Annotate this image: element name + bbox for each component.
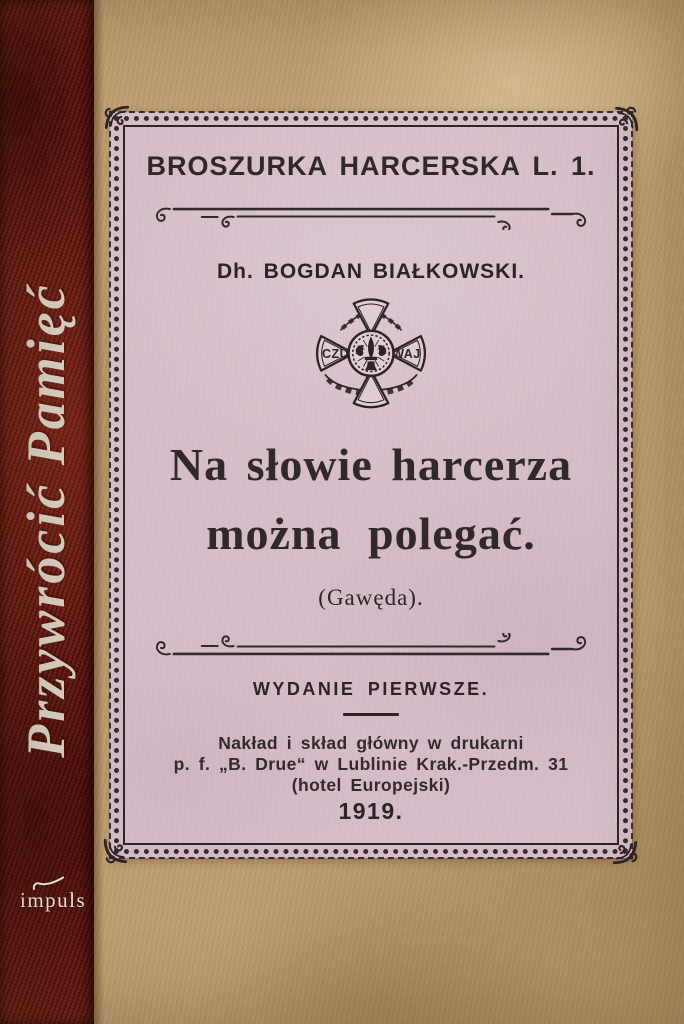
imprint-line1: Nakład i skład główny w drukarni xyxy=(218,733,524,753)
emblem-motto-left: CZU xyxy=(322,347,350,362)
publisher-logo xyxy=(20,876,87,920)
scout-cross-emblem xyxy=(292,292,450,430)
frame-corner-ornament-bottom-right xyxy=(610,836,640,866)
frame-corner-ornament-bottom-left xyxy=(102,836,132,866)
imprint-line2: p. f. „B. Drue“ w Lublinie Krak.-Przedm. 31 xyxy=(173,754,569,774)
book-title-line2: można polegać. xyxy=(206,508,536,559)
edition-rule xyxy=(343,713,399,716)
edition-note: WYDANIE PIERWSZE. xyxy=(252,679,490,699)
cover-content xyxy=(125,127,617,843)
series-header: BROSZURKA HARCERSKA L. 1. xyxy=(146,151,596,181)
book-title-line1: Na słowie harcerza xyxy=(169,439,573,490)
book-subtitle: (Gawęda). xyxy=(318,585,424,610)
cover-card xyxy=(110,112,632,858)
imprint-line3: (hotel Europejski) xyxy=(291,775,451,795)
book-spine xyxy=(0,0,94,1024)
frame-corner-ornament-top-left xyxy=(102,104,132,134)
emblem-motto-right: WAJ xyxy=(392,347,421,362)
frame-corner-ornament-top-right xyxy=(610,104,640,134)
publication-year: 1919. xyxy=(338,798,404,824)
spine-series-title: Przywrócić Pamięć xyxy=(16,282,76,758)
footer-divider-ornament xyxy=(150,633,592,659)
spine-gutter-shadow xyxy=(94,0,104,1024)
publisher-name: impuls xyxy=(20,888,87,912)
header-divider-ornament xyxy=(150,204,592,230)
author-name: Dh. BOGDAN BIAŁKOWSKI. xyxy=(217,260,525,283)
imprint-block xyxy=(174,733,569,796)
